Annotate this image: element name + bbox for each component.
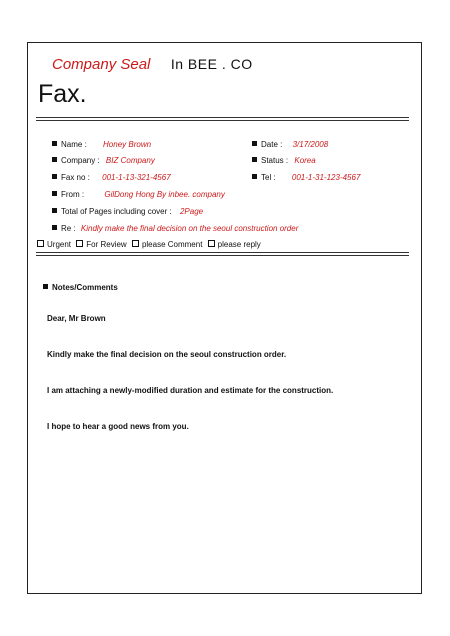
company-name: In BEE . CO xyxy=(170,56,253,72)
field-value: 001-1-31-123-4567 xyxy=(291,173,361,182)
notes-heading xyxy=(43,283,118,292)
field-label: From : xyxy=(61,190,85,199)
bullet-icon xyxy=(252,141,257,146)
field-tel xyxy=(252,173,360,182)
field-name xyxy=(52,140,151,149)
field-value: Kindly make the final decision on the seoul construction order xyxy=(80,224,299,233)
field-label: Total of Pages including cover : xyxy=(61,207,172,216)
field-label: Status : xyxy=(261,156,289,165)
field-value: BIZ Company xyxy=(105,156,155,165)
field-value: Honey Brown xyxy=(103,140,152,149)
checkbox-for-review[interactable] xyxy=(76,240,126,249)
fields-divider xyxy=(36,252,409,256)
field-total-pages xyxy=(52,207,203,216)
field-company xyxy=(52,156,155,165)
checkbox-label: For Review xyxy=(86,240,127,249)
checkbox-please-reply[interactable] xyxy=(208,240,261,249)
notes-line-greeting: Dear, Mr Brown xyxy=(47,314,106,323)
bullet-icon xyxy=(52,141,57,146)
field-value: Korea xyxy=(294,156,316,165)
checkbox-label: Urgent xyxy=(47,240,72,249)
fax-title: Fax. xyxy=(38,80,87,108)
bullet-icon xyxy=(252,157,257,162)
field-fax-no xyxy=(52,173,171,182)
checkbox-icon[interactable] xyxy=(208,240,215,247)
field-label: Name : xyxy=(61,140,87,149)
bullet-icon xyxy=(43,284,48,289)
checkbox-urgent[interactable] xyxy=(37,240,71,249)
field-value: 2Page xyxy=(179,207,204,216)
notes-heading-label: Notes/Comments xyxy=(52,283,118,292)
company-seal: Company Seal xyxy=(52,56,151,73)
checkbox-icon[interactable] xyxy=(76,240,83,247)
checkbox-icon[interactable] xyxy=(37,240,44,247)
field-status xyxy=(252,156,316,165)
field-value: 001-1-13-321-4567 xyxy=(102,173,171,182)
checkbox-label: please Comment xyxy=(141,240,203,249)
bullet-icon xyxy=(252,174,257,179)
bullet-icon xyxy=(52,208,57,213)
checkbox-row xyxy=(37,240,264,249)
field-value: 3/17/2008 xyxy=(292,140,329,149)
field-label: Company : xyxy=(61,156,100,165)
bullet-icon xyxy=(52,157,57,162)
header-divider xyxy=(36,117,409,121)
field-from xyxy=(52,190,225,199)
field-label: Tel : xyxy=(261,173,276,182)
field-label: Re : xyxy=(61,224,76,233)
checkbox-icon[interactable] xyxy=(132,240,139,247)
notes-line-closing: I hope to hear a good news from you. xyxy=(47,422,189,431)
bullet-icon xyxy=(52,174,57,179)
notes-line-attachment: I am attaching a newly-modified duration and estimate for the construction. xyxy=(47,386,334,395)
field-re xyxy=(52,224,298,233)
header-line xyxy=(52,56,253,74)
bullet-icon xyxy=(52,191,57,196)
field-value: GilDong Hong By inbee. company xyxy=(104,190,225,199)
field-date xyxy=(252,140,328,149)
bullet-icon xyxy=(52,225,57,230)
notes-line-request: Kindly make the final decision on the seoul construction order. xyxy=(47,350,287,359)
field-label: Date : xyxy=(261,140,283,149)
checkbox-please-comment[interactable] xyxy=(132,240,202,249)
checkbox-label: please reply xyxy=(217,240,261,249)
field-label: Fax no : xyxy=(61,173,90,182)
